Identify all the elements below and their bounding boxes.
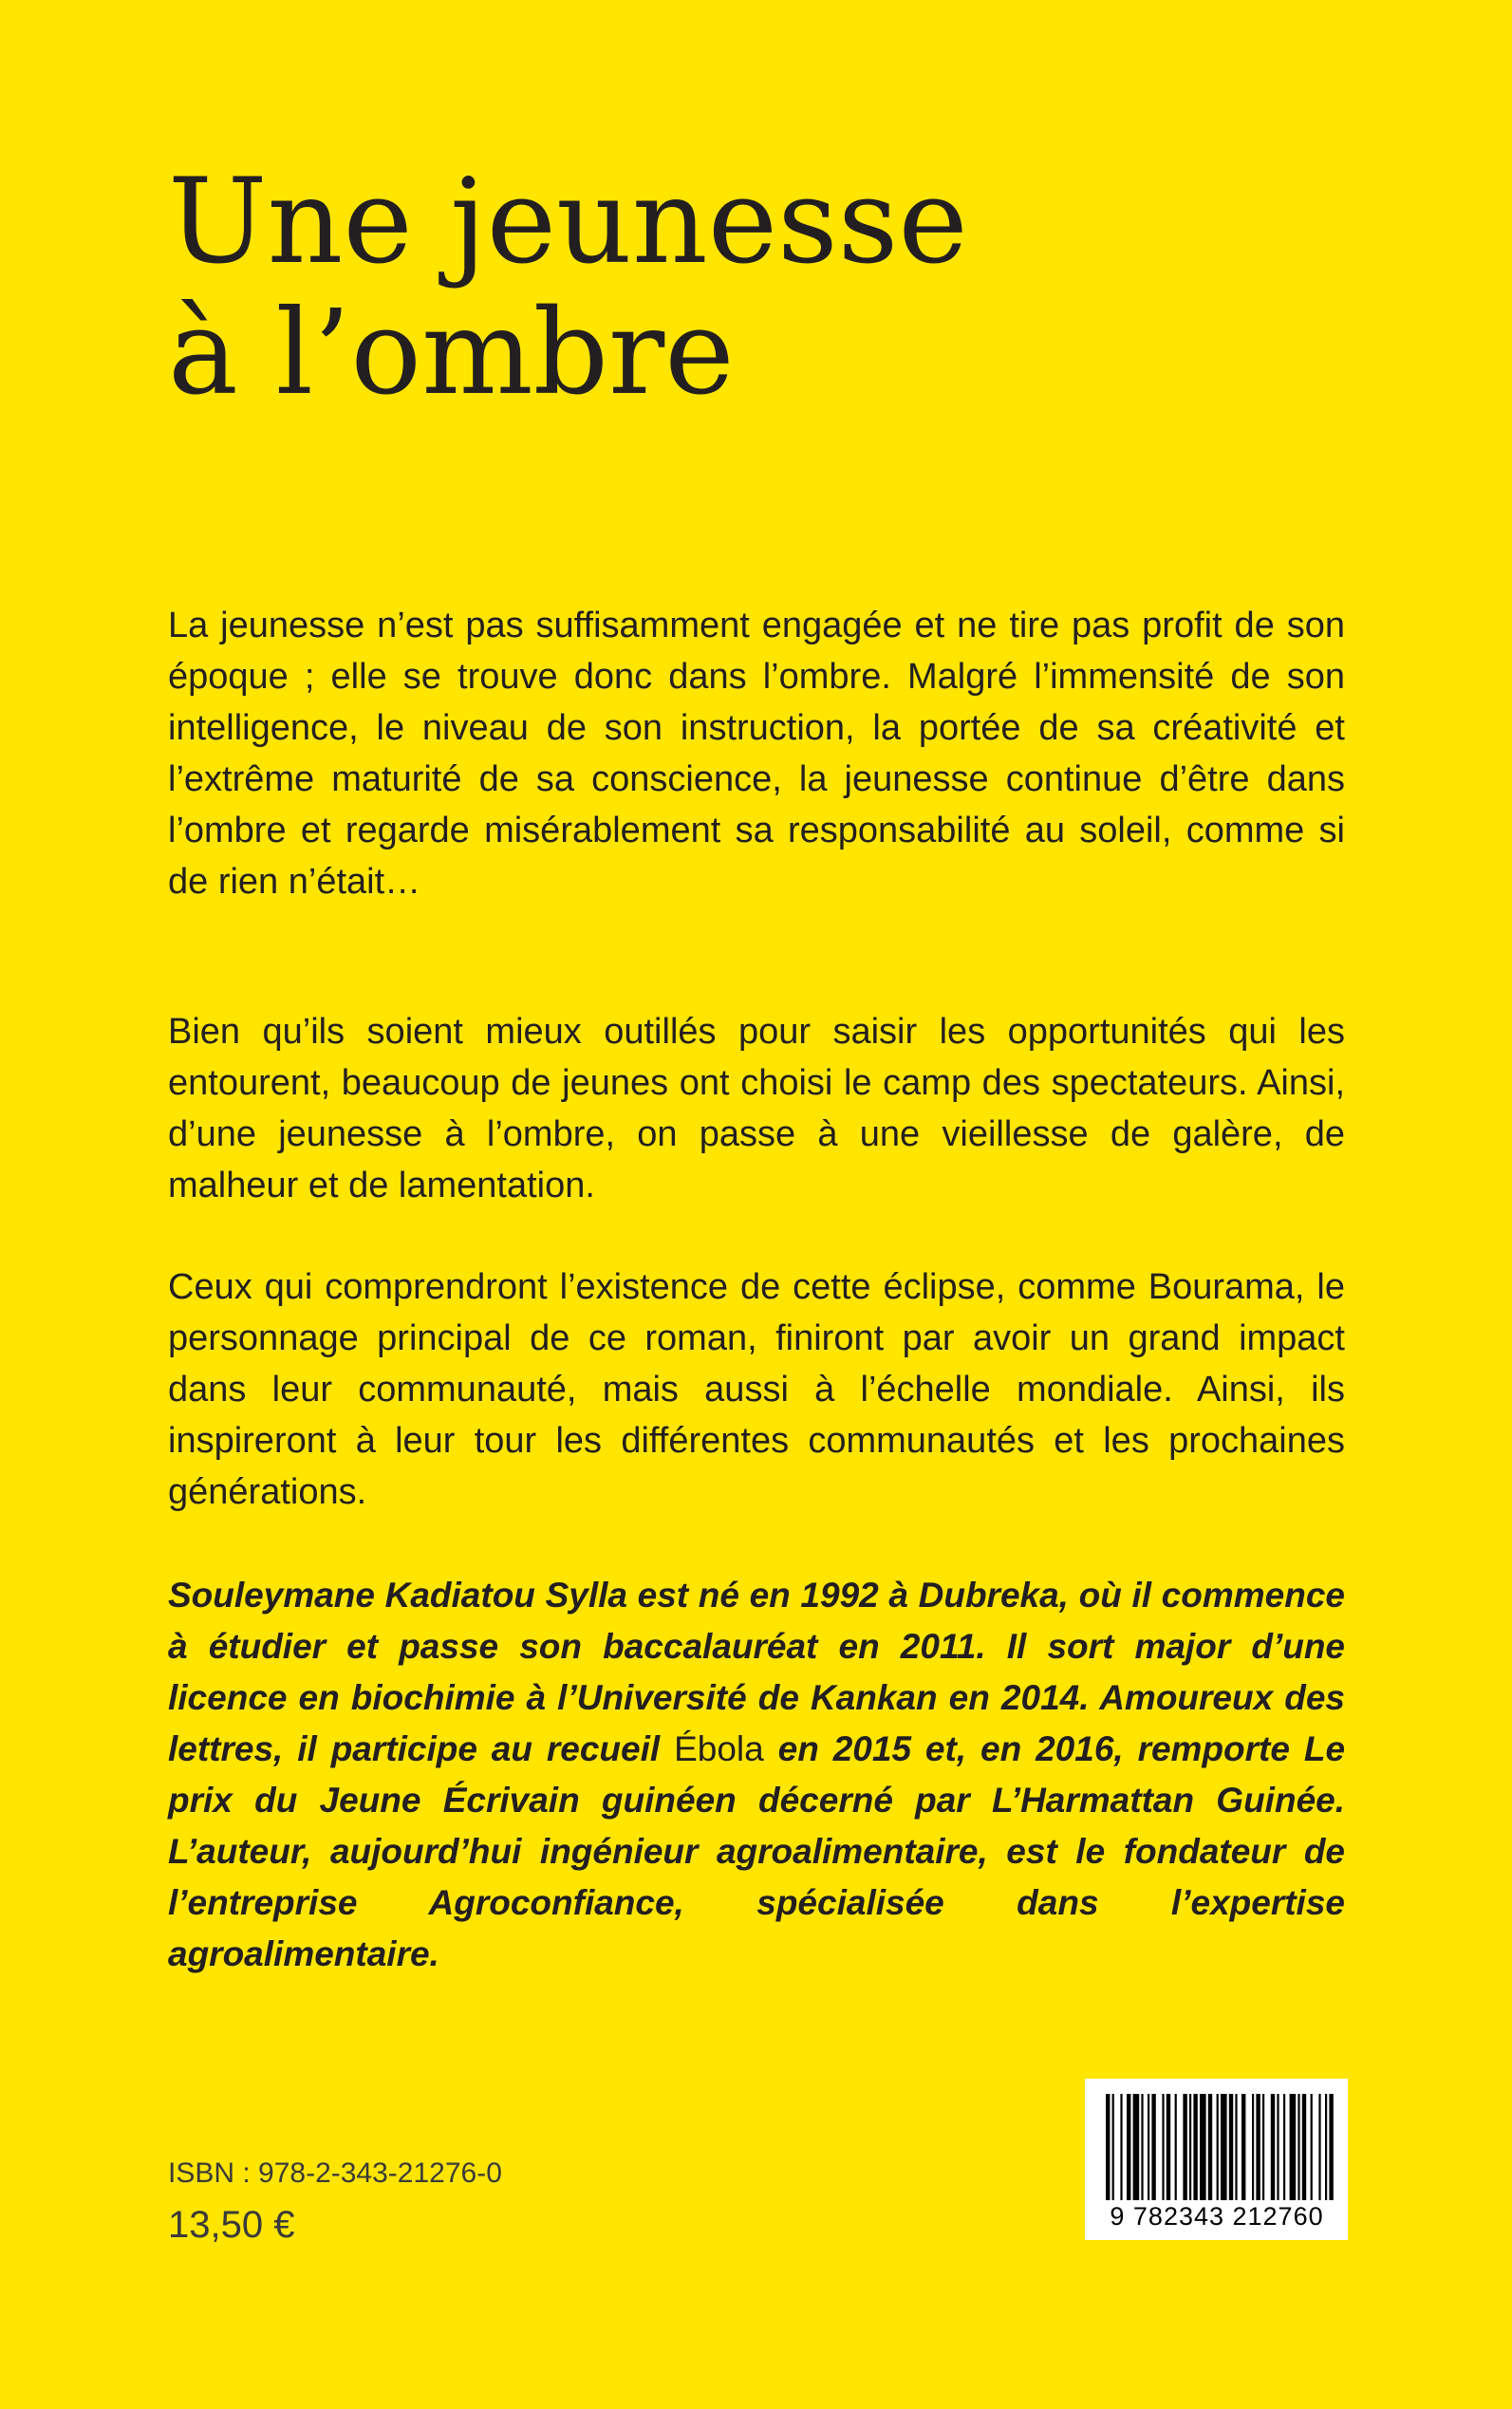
price-label: 13,50 € [168,2204,295,2246]
barcode-bar [1290,2094,1297,2200]
barcode-bar [1193,2094,1197,2200]
barcode-bar [1302,2094,1306,2200]
barcode-bar [1229,2094,1233,2200]
barcode-bar [1106,2094,1110,2200]
barcode-bar [1217,2094,1219,2200]
barcode-bar [1252,2094,1254,2200]
barcode-bar [1208,2094,1212,2200]
isbn-label: ISBN : 978-2-343-21276-0 [168,2157,502,2189]
barcode [1085,2079,1348,2240]
barcode-bar [1325,2094,1327,2200]
barcode-bar [1235,2094,1237,2200]
barcode-bar [1256,2094,1260,2200]
barcode-bar [1112,2094,1114,2200]
book-reference-title: Ébola [674,1729,764,1768]
author-biography-part-1: Souleymane Kadiatou Sylla est né en 1992 à Dubreka, où il commence à étudier et passe son baccalauréat en 2011. Il sort major d’une licence en biochimie à l’Université de Kankan en 2014. Amoureux des lettres, il participe au recueil [168,1576,1345,1768]
barcode-bar [1162,2094,1164,2200]
barcode-bar [1277,2094,1279,2200]
barcode-bar [1262,2094,1264,2200]
barcode-bar [1133,2094,1140,2200]
author-biography [168,1570,1345,1980]
barcode-bar [1175,2094,1177,2200]
barcode-bar [1183,2094,1186,2200]
barcode-bar [1167,2094,1170,2200]
book-title-line-2: à l’ombre [168,285,735,421]
blurb-paragraph-3: Ceux qui comprendront l’existence de cette éclipse, comme Bourama, le personnage principal de ce roman, finiront par avoir un grand impact dans leur communauté, mais aussi à l’échelle mondiale. Ainsi, ils inspireront à leur tour les différentes communautés et les prochaines générations. [168,1267,1345,1512]
barcode-bar [1297,2094,1299,2200]
barcode-bar [1318,2094,1320,2200]
book-title [168,154,968,421]
barcode-bar [1311,2094,1313,2200]
barcode-bar [1221,2094,1227,2200]
barcode-bar [1151,2094,1155,2200]
barcode-bar [1148,2094,1149,2200]
barcode-bar [1271,2094,1275,2200]
barcode-digits: 9 782343 212760 [1110,2202,1324,2231]
barcode-bar [1120,2094,1122,2200]
barcode-bar [1283,2094,1285,2200]
book-title-line-1: Une jeunesse [168,154,968,290]
blurb-paragraph-1: La jeunesse n’est pas suffisamment engagée et ne tire pas profit de son époque ; elle se trouve donc dans l’ombre. Malgré l’immensité de son intelligence, le niveau de son instruction, la portée de sa créativité et l’extrême maturité de sa conscience, la jeunesse continue d’être dans l’ombre et regarde misérablement sa responsabilité au soleil, comme si de rien n’était… [168,606,1345,902]
barcode-bar [1241,2094,1245,2200]
barcode-bar [1329,2094,1333,2200]
barcode-bar [1200,2094,1206,2200]
blurb-paragraph-2: Bien qu’ils soient mieux outillés pour saisir les opportunités qui les entourent, beaucoup de jeunes ont choisi le camp des spectateurs. Ainsi, d’une jeunesse à l’ombre, on passe à une vieillesse de galère, de malheur et de lamentation. [168,1012,1345,1205]
barcode-bar [1141,2094,1143,2200]
barcode-bar [1127,2094,1130,2200]
barcode-bar [1189,2094,1191,2200]
author-biography-part-2: en 2015 et, en 2016, remporte Le prix du Jeune Écrivain guinéen décerné par L’Harmattan Guinée. L’auteur, aujourd’hui ingénieur agroalimentaire, est le fondateur de l’entreprise Agroconfiance, spécialisée dans l’expertise agroalimentaire. [168,1729,1346,1973]
